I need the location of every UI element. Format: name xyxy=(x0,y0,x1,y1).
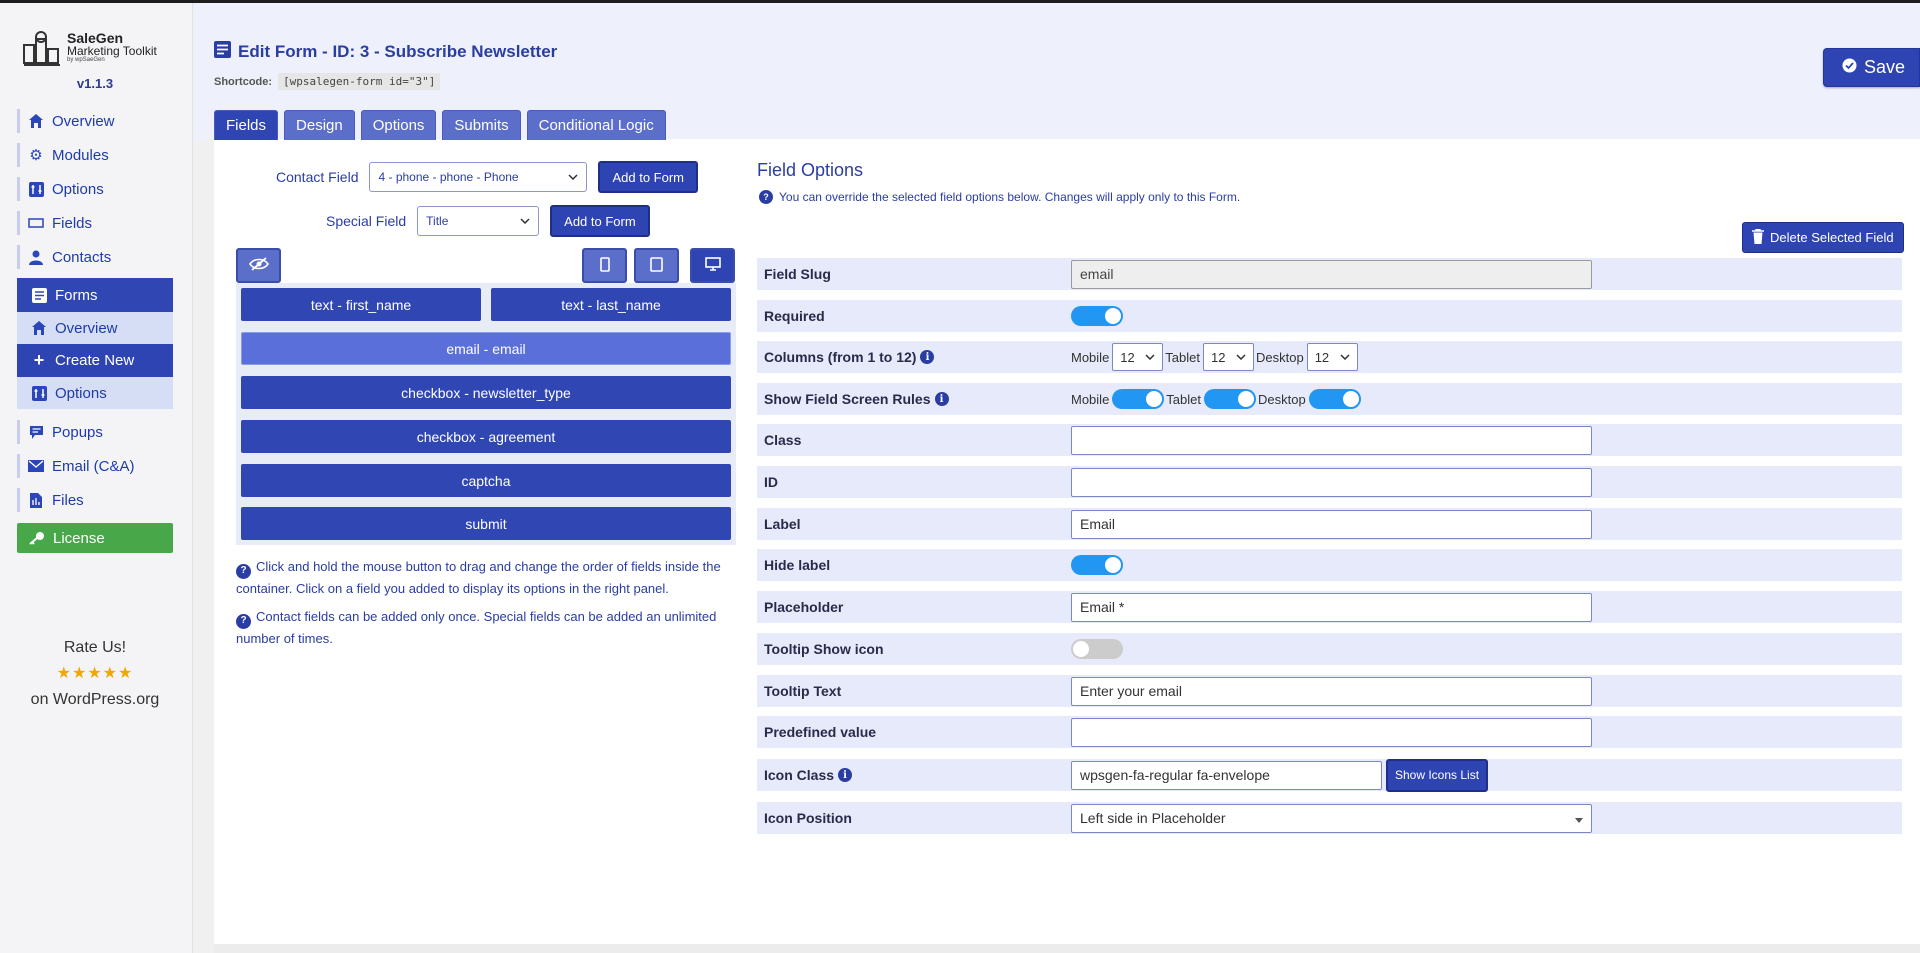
add-special-field-button[interactable]: Add to Form xyxy=(550,205,650,237)
logo-tagline: Marketing Toolkit xyxy=(67,44,157,58)
add-contact-field-button[interactable]: Add to Form xyxy=(598,161,698,193)
option-row-icon-position xyxy=(757,802,1902,834)
option-label: Required xyxy=(764,308,825,324)
screen-tablet-label: Tablet xyxy=(1166,391,1201,407)
field-captcha[interactable]: captcha xyxy=(241,464,731,497)
option-label-text: Show Field Screen Rules xyxy=(764,391,931,407)
sidebar-item-forms[interactable] xyxy=(17,278,173,312)
fields-toolbar xyxy=(236,248,736,286)
screen-mobile-label: Mobile xyxy=(1071,391,1110,407)
icon-position-value: Left side in Placeholder xyxy=(1080,810,1226,826)
sidebar-item-label: Email (C&A) xyxy=(52,457,135,475)
class-input[interactable] xyxy=(1071,426,1592,455)
option-value xyxy=(1071,510,1902,539)
key-icon xyxy=(29,530,45,546)
option-label: Icon Position xyxy=(764,810,852,826)
sidebar-item-label: Options xyxy=(55,384,107,402)
home-icon xyxy=(31,320,47,336)
logo-name: SaleGen xyxy=(67,30,124,46)
contact-field-select[interactable] xyxy=(369,162,587,192)
option-value xyxy=(1071,759,1902,792)
show-icons-list-button[interactable]: Show Icons List xyxy=(1386,759,1488,792)
screen-tablet-toggle[interactable] xyxy=(1204,389,1256,409)
special-field-value: Title xyxy=(426,214,449,228)
columns-mobile-value: 12 xyxy=(1120,349,1135,365)
option-value xyxy=(1071,306,1902,326)
sidebar-item-license[interactable] xyxy=(17,523,173,553)
eye-slash-icon xyxy=(249,257,269,274)
columns-tablet-value: 12 xyxy=(1211,349,1226,365)
option-value xyxy=(1071,718,1902,747)
option-row-tooltip-icon xyxy=(757,633,1902,665)
sidebar-subitem-overview[interactable] xyxy=(17,312,173,344)
shortcode-value[interactable]: [wpsalegen-form id="3"] xyxy=(278,73,440,90)
icon-class-input[interactable]: wpsgen-fa-regular fa-envelope xyxy=(1071,761,1382,790)
sidebar-item-label: Overview xyxy=(55,319,118,337)
field-slug-input[interactable]: email xyxy=(1071,260,1592,289)
columns-mobile-label: Mobile xyxy=(1071,349,1110,365)
option-row-required xyxy=(757,300,1902,332)
screen-mobile-toggle[interactable] xyxy=(1112,389,1164,409)
field-options-title: Field Options xyxy=(757,160,864,180)
caret-down-icon xyxy=(1575,810,1583,826)
option-label: Predefined value xyxy=(764,724,877,740)
help-drag-note xyxy=(236,557,736,599)
file-icon xyxy=(28,492,44,508)
special-field-select[interactable] xyxy=(417,206,539,236)
desktop-icon xyxy=(705,257,721,274)
contact-field-label: Contact Field xyxy=(276,169,359,185)
sidebar-item-label: License xyxy=(53,529,105,547)
hide-label-toggle[interactable] xyxy=(1071,555,1123,575)
popup-icon xyxy=(28,424,44,440)
tablet-icon xyxy=(650,257,663,275)
rating-stars[interactable]: ★★★★★ xyxy=(56,665,134,682)
question-icon: ? xyxy=(236,564,251,579)
sidebar-item-label: Contacts xyxy=(52,248,112,266)
app-logo[interactable] xyxy=(22,31,157,67)
help-fields-text: Contact fields can be added only once. Special fields can be added an unlimited number of times. xyxy=(236,609,717,646)
id-input[interactable] xyxy=(1071,468,1592,497)
logo-byline: by wpSaeGen xyxy=(67,57,105,63)
rate-us-title: Rate Us! xyxy=(63,639,127,656)
option-value xyxy=(1071,260,1902,289)
sidebar-item-fields[interactable] xyxy=(17,206,173,240)
sidebar xyxy=(0,3,193,953)
mobile-view-button[interactable] xyxy=(582,248,627,283)
hide-fields-toggle[interactable] xyxy=(236,248,281,283)
mobile-icon xyxy=(600,257,610,275)
page-title-text: Edit Form - ID: 3 - Subscribe Newsletter xyxy=(238,42,558,61)
columns-mobile-select[interactable] xyxy=(1112,343,1163,371)
gear-icon: ⚙ xyxy=(29,147,43,164)
logo-icon xyxy=(22,31,62,67)
envelope-icon xyxy=(28,458,44,474)
option-value xyxy=(1071,593,1902,622)
help-drag-text: Click and hold the mouse button to drag and change the order of fields inside the container. Click on a field you added to display its options in the right panel. xyxy=(236,559,721,596)
info-icon[interactable]: i xyxy=(838,768,852,782)
delete-field-button[interactable] xyxy=(1742,222,1904,253)
special-field-label: Special Field xyxy=(326,213,407,229)
sidebar-subitem-create-new[interactable] xyxy=(17,344,173,377)
option-label: Placeholder xyxy=(764,599,844,615)
field-email[interactable]: email - email xyxy=(241,332,731,365)
option-value xyxy=(1071,804,1902,833)
option-label xyxy=(757,349,1071,365)
option-row-screen-rules xyxy=(757,383,1902,415)
placeholder-input[interactable]: Email * xyxy=(1071,593,1592,622)
screen-desktop-toggle[interactable] xyxy=(1309,389,1361,409)
desktop-view-button[interactable] xyxy=(690,248,735,283)
field-options-note-text: You can override the selected field options below. Changes will apply only to this Form. xyxy=(779,190,1241,204)
option-value xyxy=(1071,555,1902,575)
tablet-view-button[interactable] xyxy=(634,248,679,283)
sidebar-item-label: Modules xyxy=(52,146,109,164)
delete-field-label: Delete Selected Field xyxy=(1770,230,1894,245)
option-value xyxy=(1071,677,1902,706)
contact-field-value: 4 - phone - phone - Phone xyxy=(378,170,519,184)
field-first-name[interactable]: text - first_name xyxy=(241,288,481,321)
label-input[interactable]: Email xyxy=(1071,510,1592,539)
option-label-text: Icon Class xyxy=(764,767,835,783)
field-agreement[interactable]: checkbox - agreement xyxy=(241,420,731,453)
shortcode-label: Shortcode: xyxy=(214,75,273,88)
screen-desktop-label: Desktop xyxy=(1258,391,1306,407)
form-icon xyxy=(214,41,231,63)
option-label: Field Slug xyxy=(764,266,831,282)
option-row-placeholder xyxy=(757,591,1902,623)
option-row-id xyxy=(757,466,1902,498)
rate-us-link[interactable]: on WordPress.org xyxy=(30,691,160,708)
version-label: v1.1.3 xyxy=(76,76,114,91)
option-value xyxy=(1071,426,1902,455)
option-label xyxy=(757,767,1071,783)
columns-desktop-value: 12 xyxy=(1314,349,1330,365)
help-fields-note xyxy=(236,607,736,649)
tab-options[interactable]: Options xyxy=(361,110,437,140)
tab-design[interactable]: Design xyxy=(284,110,355,140)
chevron-down-icon xyxy=(520,215,530,227)
tab-fields[interactable]: Fields xyxy=(214,110,278,140)
option-row-tooltip-text xyxy=(757,675,1902,707)
option-row-predefined xyxy=(757,716,1902,748)
tooltip-icon-toggle[interactable] xyxy=(1071,639,1123,659)
input-field-icon xyxy=(28,215,44,231)
sidebar-subitem-options[interactable] xyxy=(17,377,173,409)
predefined-value-input[interactable] xyxy=(1071,718,1592,747)
user-icon xyxy=(28,249,44,265)
option-label: Tooltip Show icon xyxy=(764,641,884,657)
tab-conditional-logic[interactable]: Conditional Logic xyxy=(527,110,666,140)
option-value xyxy=(1071,343,1902,371)
option-row-hide-label xyxy=(757,549,1902,581)
save-button-label: Save xyxy=(1864,57,1906,77)
info-icon[interactable]: i xyxy=(935,392,949,406)
option-value xyxy=(1071,389,1902,409)
option-label: Class xyxy=(764,432,802,448)
option-value xyxy=(1071,639,1902,659)
tab-submits[interactable]: Submits xyxy=(442,110,520,140)
sidebar-item-label: Popups xyxy=(52,423,103,441)
form-tabs xyxy=(214,110,666,140)
columns-desktop-select[interactable] xyxy=(1307,343,1358,371)
logo-text xyxy=(67,31,157,63)
chevron-down-icon xyxy=(1145,351,1155,363)
sidebar-item-label: Options xyxy=(52,180,104,198)
fields-container[interactable] xyxy=(236,283,736,545)
sidebar-item-email[interactable] xyxy=(17,449,173,483)
field-newsletter-type[interactable]: checkbox - newsletter_type xyxy=(241,376,731,409)
sidebar-nav xyxy=(17,104,173,553)
check-circle-icon xyxy=(1842,57,1857,78)
option-label: ID xyxy=(764,474,778,490)
field-submit[interactable]: submit xyxy=(241,507,731,540)
chevron-down-icon xyxy=(1340,351,1350,363)
bottom-strip xyxy=(214,944,1920,953)
icon-position-select[interactable] xyxy=(1071,804,1592,833)
option-label: Hide label xyxy=(764,557,831,573)
option-row-field-slug xyxy=(757,258,1902,290)
field-options-note xyxy=(759,190,1240,204)
required-toggle[interactable] xyxy=(1071,306,1123,326)
page-title xyxy=(214,41,557,63)
sidebar-item-popups[interactable] xyxy=(17,415,173,449)
plus-icon: + xyxy=(33,350,45,370)
chevron-down-icon xyxy=(1236,351,1246,363)
sidebar-item-label: Create New xyxy=(55,352,135,369)
sidebar-item-contacts[interactable] xyxy=(17,240,173,274)
question-icon: ? xyxy=(236,614,251,629)
sidebar-item-label: Fields xyxy=(52,214,93,232)
sidebar-item-files[interactable] xyxy=(17,483,173,517)
sliders-icon xyxy=(28,181,44,197)
field-last-name[interactable]: text - last_name xyxy=(491,288,731,321)
special-field-row xyxy=(326,205,650,237)
chevron-down-icon xyxy=(568,171,578,183)
sidebar-item-modules[interactable] xyxy=(17,138,173,172)
info-icon[interactable]: i xyxy=(920,350,934,364)
option-row-columns xyxy=(757,341,1902,373)
sidebar-item-label: Overview xyxy=(52,112,115,130)
sidebar-item-label: Files xyxy=(52,491,84,509)
contact-field-row xyxy=(276,161,698,193)
sidebar-item-overview[interactable] xyxy=(17,104,173,138)
option-label-text: Columns (from 1 to 12) xyxy=(764,349,917,365)
columns-tablet-label: Tablet xyxy=(1165,349,1200,365)
question-icon: ? xyxy=(759,190,773,204)
sidebar-item-label: Forms xyxy=(55,286,98,304)
form-icon xyxy=(31,287,47,303)
columns-tablet-select[interactable] xyxy=(1203,343,1254,371)
option-label: Tooltip Text xyxy=(764,683,842,699)
tooltip-text-input[interactable]: Enter your email xyxy=(1071,677,1592,706)
sliders-icon xyxy=(31,385,47,401)
option-label xyxy=(757,391,1071,407)
option-row-label xyxy=(757,508,1902,540)
save-button[interactable] xyxy=(1823,48,1920,87)
home-icon xyxy=(28,113,44,129)
rate-us[interactable] xyxy=(0,635,190,713)
sidebar-item-options[interactable] xyxy=(17,172,173,206)
option-label: Label xyxy=(764,516,801,532)
option-value xyxy=(1071,468,1902,497)
shortcode xyxy=(214,73,440,90)
columns-desktop-label: Desktop xyxy=(1256,349,1304,365)
option-row-class xyxy=(757,424,1902,456)
option-row-icon-class xyxy=(757,759,1902,791)
trash-icon xyxy=(1752,229,1764,247)
